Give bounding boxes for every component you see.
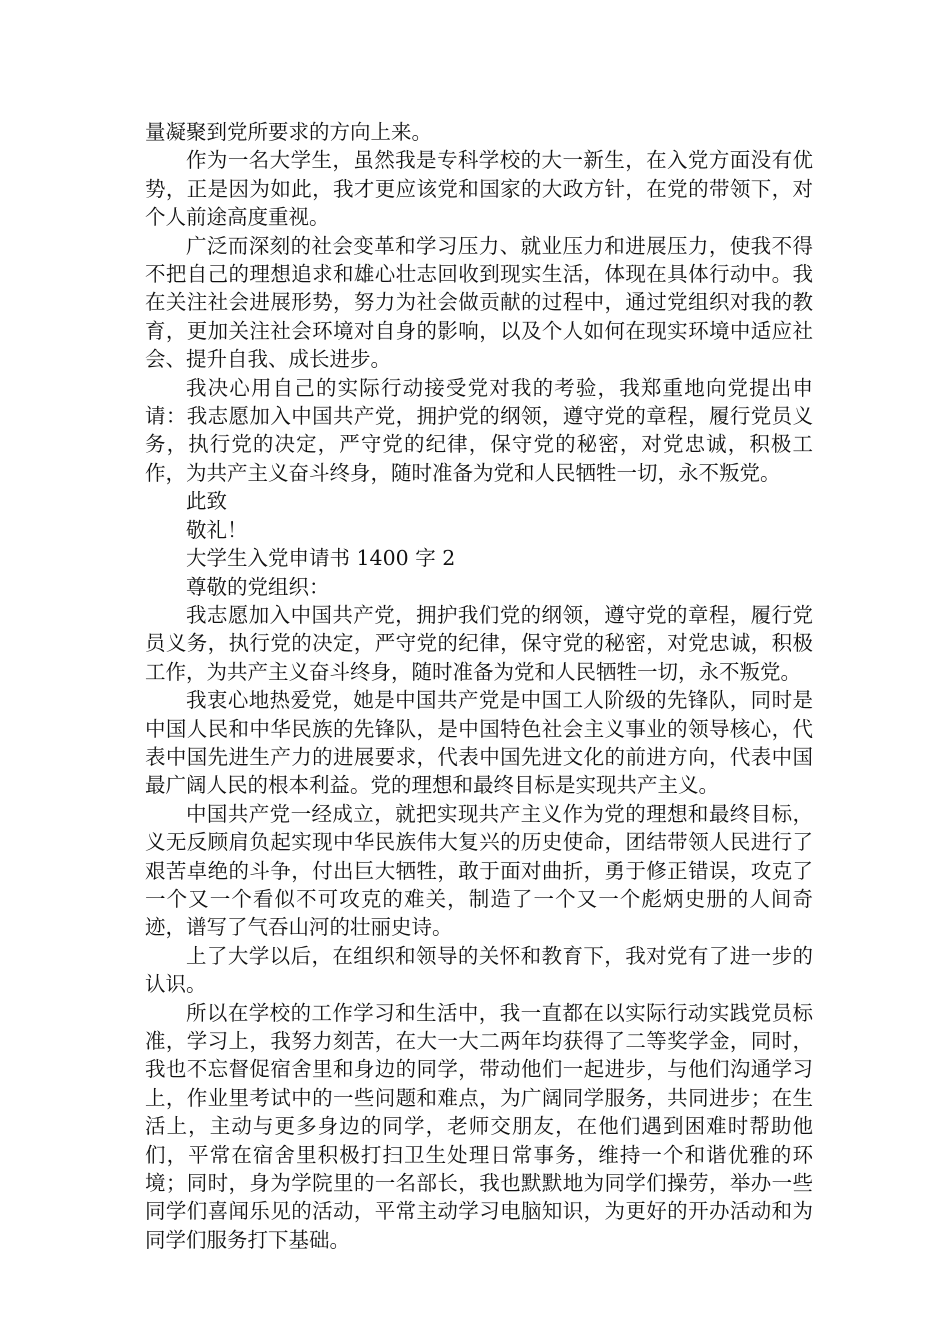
closing-salutation: 此致 (186, 489, 227, 514)
paragraph: 我衷心地热爱党，她是中国共产党是中国工人阶级的先锋队，同时是中国人民和中华民族的先锋队，是中国特色社会主义事业的领导核心，代表中国先进生产力的进展要求，代表中国先进文化的前进方向，代表中国最广阔人民的根本利益。党的理想和最终目标是实现共产主义。 (145, 688, 813, 798)
paragraph: 广泛而深刻的社会变革和学习压力、就业压力和进展压力，使我不得不把自己的理想追求和雄心壮志回收到现实生活，体现在具体行动中。我在关注社会进展形势，努力为社会做贡献的过程中，通过党组织对我的教育，更加关注社会环境对自身的影响，以及个人如何在现实环境中适应社会、提升自我、成长进步。 (145, 233, 813, 372)
paragraph: 我决心用自己的实际行动接受党对我的考验，我郑重地向党提出申请：我志愿加入中国共产党，拥护党的纲领，遵守党的章程，履行党员义务，执行党的决定，严守党的纪律，保守党的秘密，对党忠诚，积极工作，为共产主义奋斗终身，随时准备为党和人民牺牲一切，永不叛党。 (145, 375, 813, 485)
paragraph: 我志愿加入中国共产党，拥护我们党的纲领，遵守党的章程，履行党员义务，执行党的决定，严守党的纪律，保守党的秘密，对党忠诚，积极工作，为共产主义奋斗终身，随时准备为党和人民牺牲一切，永不叛党。 (145, 602, 813, 684)
document-body (145, 118, 813, 1254)
section-title: 大学生入党申请书 1400 字 2 (186, 546, 456, 571)
closing-respect: 敬礼！ (186, 517, 248, 542)
greeting: 尊敬的党组织： (186, 574, 330, 599)
paragraph: 量凝聚到党所要求的方向上来。 (145, 120, 432, 144)
paragraph: 上了大学以后，在组织和领导的关怀和教育下，我对党有了进一步的认识。 (145, 943, 813, 997)
paragraph: 中国共产党一经成立，就把实现共产主义作为党的理想和最终目标，义无反顾肩负起实现中华民族伟大复兴的历史使命，团结带领人民进行了艰苦卓绝的斗争，付出巨大牺牲，敢于面对曲折，勇于修正错误，攻克了一个又一个看似不可攻克的难关，制造了一个又一个彪炳史册的人间奇迹，谱写了气吞山河的壮丽史诗。 (145, 801, 813, 940)
paragraph: 作为一名大学生，虽然我是专科学校的大一新生，在入党方面没有优势，正是因为如此，我才更应该党和国家的大政方针，在党的带领下，对个人前途高度重视。 (145, 148, 813, 230)
paragraph: 所以在学校的工作学习和生活中，我一直都在以实际行动实践党员标准，学习上，我努力刻苦，在大一大二两年均获得了二等奖学金，同时，我也不忘督促宿舍里和身边的同学，带动他们一起进步，与他们沟通学习上，作业里考试中的一些问题和难点，为广阔同学服务，共同进步；在生活上，主动与更多身边的同学，老师交朋友，在他们遇到困难时帮助他们，平常在宿舍里积极打扫卫生处理日常事务，维持一个和谐优雅的环境；同时，身为学院里的一名部长，我也默默地为同学们操劳，举办一些同学们喜闻乐见的活动，平常主动学习电脑知识，为更好的开办活动和为同学们服务打下基础。 (145, 1000, 813, 1252)
